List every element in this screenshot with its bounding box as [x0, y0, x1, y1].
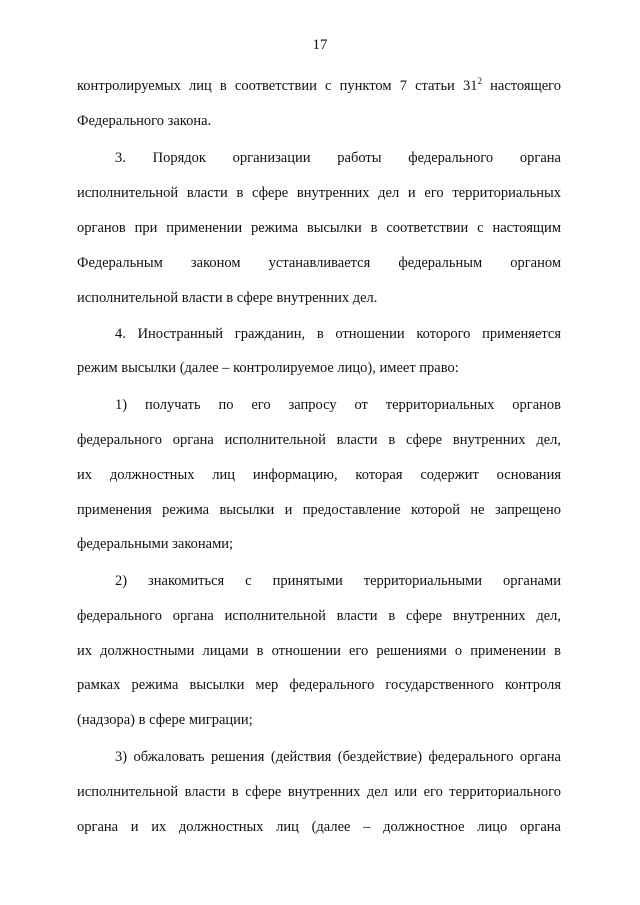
- superscript: 2: [477, 76, 482, 86]
- text-line: режим высылки (далее – контролируемое лицо), имеет право:: [77, 360, 459, 376]
- text-line: рамках режима высылки мер федерального государственного контроля: [77, 677, 561, 693]
- text-line-tail: настоящего: [490, 78, 562, 94]
- text-line: применения режима высылки и предоставление которой не запрещено: [77, 502, 561, 518]
- text-line-content: контролируемых лиц в соответствии с пунктом 7 статьи 31: [77, 78, 478, 94]
- text-line: их должностными лицами в отношении его решениями о применении в: [77, 643, 561, 659]
- text-line: исполнительной власти в сфере внутренних дел или его территориального: [77, 784, 561, 800]
- text-line: органов при применении режима высылки в соответствии с настоящим: [77, 220, 561, 236]
- text-line: 3. Порядок организации работы федерального органа: [115, 150, 561, 166]
- text-line: федерального органа исполнительной власти в сфере внутренних дел,: [77, 608, 561, 624]
- text-line: Федеральным законом устанавливается федеральным органом: [77, 255, 561, 271]
- text-line: [77, 77, 561, 95]
- text-line: (надзора) в сфере миграции;: [77, 712, 253, 728]
- text-line: их должностных лиц информацию, которая содержит основания: [77, 467, 561, 483]
- text-line: органа и их должностных лиц (далее – должностное лицо органа: [77, 819, 561, 835]
- text-line: 1) получать по его запросу от территориальных органов: [115, 397, 561, 413]
- text-line: 4. Иностранный гражданин, в отношении которого применяется: [115, 326, 561, 342]
- text-line: федеральными законами;: [77, 536, 234, 552]
- page-number: 17: [312, 37, 328, 53]
- text-line: исполнительной власти в сфере внутренних дел и его территориальных: [77, 185, 561, 201]
- text-line: Федерального закона.: [77, 113, 212, 129]
- text-line: 2) знакомиться с принятыми территориальными органами: [115, 573, 561, 589]
- text-line: исполнительной власти в сфере внутренних дел.: [77, 290, 378, 306]
- text-line: федерального органа исполнительной власти в сфере внутренних дел,: [77, 432, 561, 448]
- text-line: 3) обжаловать решения (действия (бездействие) федерального органа: [115, 749, 561, 765]
